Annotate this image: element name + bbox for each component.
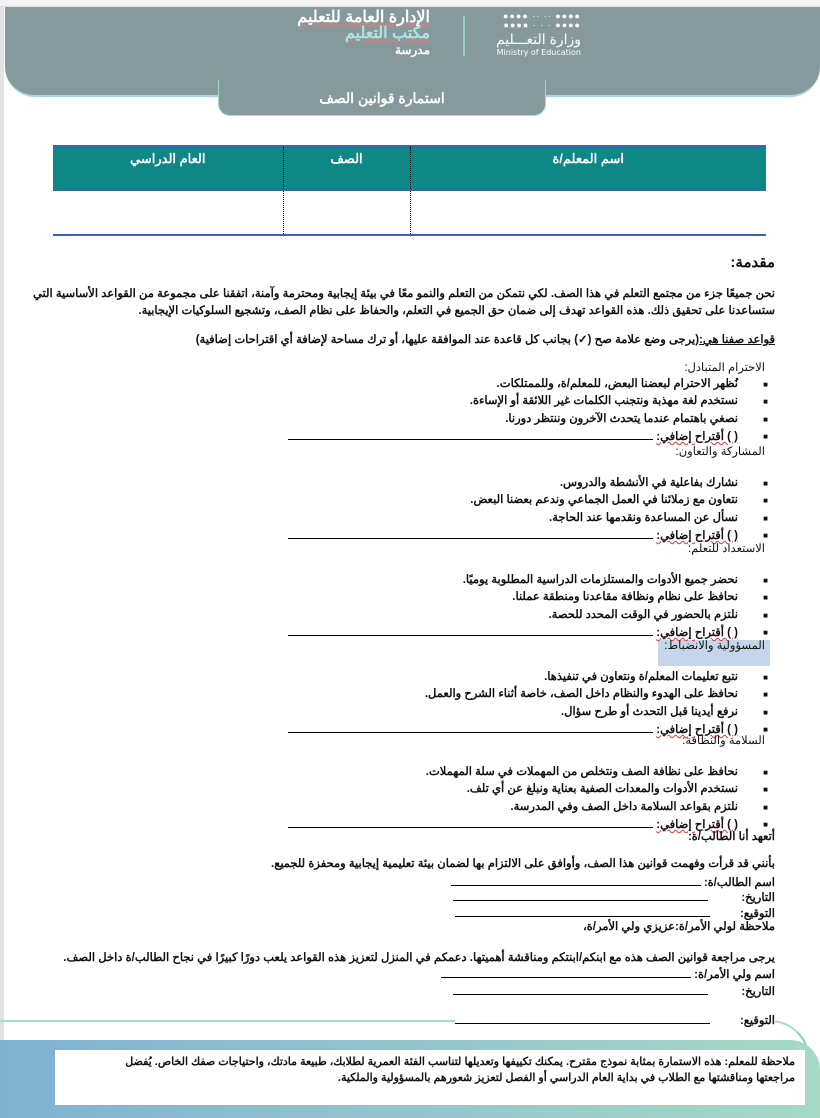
rule-text: نستخدم لغة مهذبة ونتجنب الكلمات غير اللائقة أو الإساءة. (469, 395, 738, 408)
suggestion-item (288, 722, 768, 738)
rule-text: نتبع تعليمات المعلم/ة ونتعاون في تنفيذها. (544, 671, 738, 683)
suggestion-label: ( ) أقتراح إضافي: (656, 723, 738, 736)
suggestion-item (288, 817, 768, 833)
teacher-note-line: ملاحظة للمعلم: هذه الاستمارة بمثابة نموذج مقترح. يمكنك تكييفها وتعديلها لتناسب الفئة العمرية لطلابك، طبيعة مادتك، واحتياجات صفك الخاص. يُفضل (125, 1056, 795, 1068)
ministry-logo (466, 12, 581, 64)
suggestion-label: ( ) أقتراح إضافي: (656, 626, 738, 639)
suggestion-label: ( ) أقتراح إضافي: (656, 818, 738, 831)
parent-date-label: التاريخ: (741, 986, 775, 998)
teacher-header: اسم المعلم/ة (410, 146, 766, 190)
rule-item (512, 590, 768, 605)
bullet-icon: ■ (763, 397, 768, 407)
suggestion-item (288, 429, 768, 445)
bullet-icon: ■ (763, 802, 768, 812)
suggestion-field[interactable] (288, 528, 653, 539)
info-table (53, 145, 766, 236)
bullet-icon: ■ (763, 530, 768, 540)
pledge-text: بأنني قد قرأت وفهمت قوانين هذا الصف، وأوافق على الالتزام بها لضمان بيئة تعليمية إيجابية ومحفزة للجميع. (271, 858, 775, 870)
bullet-icon: ■ (763, 593, 768, 603)
rule-item (496, 377, 768, 392)
rule-text: نحافظ على نظافة الصف ونتخلص من المهملات في سلة المهملات. (425, 766, 738, 778)
section-title: المشاركة والتعاون: (675, 446, 765, 458)
intro-heading: مقدمة: (730, 254, 775, 271)
rules-label: قواعد صفنا هي: (699, 334, 775, 346)
rule-text: نحافظ على الهدوء والنظام داخل الصف، خاصة أثناء الشرح والعمل. (424, 688, 738, 701)
student-date-field[interactable] (453, 890, 708, 901)
bullet-icon: ■ (763, 380, 768, 389)
bullet-icon: ■ (763, 707, 768, 717)
ministry-name-en: Ministry of Education (496, 48, 581, 57)
class-header: الصف (283, 146, 410, 190)
parent-text: يرجى مراجعة قوانين الصف هذه مع ابنكم/ابنتكم ومناقشة أهميتها. دعمكم في المنزل لتعزيز هذه القواعد يلعب دورًا كبيرًا في نجاح الطالب/ة داخل الصف. (63, 952, 775, 964)
suggestion-item (288, 528, 768, 544)
year-field[interactable] (53, 190, 283, 235)
rule-text: نحافظ على نظام ونظافة مقاعدنا ومنطقة عملنا. (512, 591, 738, 604)
bullet-icon: ■ (763, 673, 768, 682)
rule-item (510, 800, 768, 815)
rule-item (548, 608, 768, 623)
rule-text: نلتزم بقواعد السلامة داخل الصف وفي المدرسة. (510, 800, 738, 813)
bullet-icon: ■ (763, 785, 768, 795)
bullet-icon: ■ (763, 479, 768, 488)
suggestion-field[interactable] (288, 625, 653, 636)
school-line: مدرسة (394, 43, 430, 57)
suggestion-field[interactable] (288, 722, 653, 733)
parent-signature-label: التوقيع: (739, 1015, 775, 1027)
bullet-icon: ■ (763, 610, 768, 620)
section-title: السلامة والنظافة: (682, 735, 765, 747)
rule-item (560, 705, 768, 720)
rule-item (549, 511, 768, 526)
bullet-icon: ■ (763, 627, 768, 637)
rule-item (505, 412, 768, 427)
teacher-note-line: مراجعتها ومناقشتها مع الطلاب في بداية العام الدراسي أو الفصل لتعزيز شعورهم بالمسؤولية والملكية. (337, 1072, 795, 1084)
student-name-field[interactable] (451, 875, 701, 886)
parent-note: ملاحظة لولي الأمر/ة:عزيزي ولي الأمر/ة، (583, 921, 775, 933)
parent-name-label: اسم ولي الأمر/ة: (694, 969, 775, 981)
rule-item (559, 476, 768, 491)
bullet-icon: ■ (763, 414, 768, 424)
rule-item (466, 782, 768, 797)
ruler (0, 0, 820, 7)
suggestion-label: ( ) أقتراح إضافي: (656, 430, 738, 443)
rule-text: نحضر جميع الأدوات والمستلزمات الدراسية المطلوبة يوميًا. (462, 574, 738, 586)
suggestion-field[interactable] (288, 429, 653, 440)
admin-block (297, 10, 430, 58)
pledge-heading: أتعهد أنا الطالب/ة: (687, 831, 775, 843)
rule-text: نصغي باهتمام عندما يتحدث الآخرون وننتظر دورنا. (505, 412, 738, 425)
form-title: استمارة قوانين الصف (218, 80, 546, 116)
intro-line: ستساعدنا على تحقيق ذلك. هذه القواعد تهدف إلى ضمان حق الجميع في التعلم، والحفاظ على نظام الصف، وتشجيع السلوكيات الإيجابية. (138, 305, 775, 317)
ministry-name-ar: وزارة التعـــليم (495, 31, 581, 47)
page-edge (0, 7, 4, 1118)
parent-date-field[interactable] (453, 984, 708, 995)
rules-heading (196, 333, 775, 348)
rule-item (424, 687, 768, 702)
rule-text: نستخدم الأدوات والمعدات الصفية بعناية ونبلغ عن أي تلف. (466, 783, 738, 796)
student-signature-label: التوقيع: (739, 908, 775, 920)
intro-line: نحن جميعًا جزء من مجتمع التعلم في هذا الصف. لكي نتمكن من التعلم والنمو معًا في بيئة إيجابية ومحترمة وآمنة، اتفقنا على مجموعة من القواعد الأساسية التي (32, 288, 775, 300)
rule-item (544, 670, 768, 685)
suggestion-field[interactable] (288, 817, 653, 828)
class-field[interactable] (283, 190, 410, 235)
rules-instruction: (يرجى وضع علامة صح (✓) بجانب كل قاعدة عند الموافقة عليها، أو ترك مساحة لإضافة أي اقتراحات إضافية) (195, 334, 700, 346)
rule-text: نلتزم بالحضور في الوقت المحدد للحصة. (548, 608, 738, 621)
bullet-icon: ■ (763, 576, 768, 585)
rule-item (462, 573, 768, 588)
parent-signature-field[interactable] (455, 1013, 710, 1024)
teacher-note (55, 1050, 805, 1105)
student-date-label: التاريخ: (741, 892, 775, 904)
rule-item (469, 394, 768, 409)
section-title: الاستعداد للتعلم: (688, 543, 765, 555)
section-title: المسؤولية والانضباط: (664, 640, 765, 652)
bullet-icon: ■ (763, 724, 768, 734)
office-line: مكتب التعليم (344, 25, 430, 42)
suggestion-label: ( ) أقتراح إضافي: (656, 529, 738, 542)
bullet-icon: ■ (763, 690, 768, 700)
rule-text: نشارك بفاعلية في الأنشطة والدروس. (559, 477, 738, 489)
year-header: العام الدراسي (53, 146, 283, 190)
bullet-icon: ■ (763, 431, 768, 441)
rule-item (470, 493, 768, 508)
admin-line: الإدارة العامة للتعليم (297, 9, 430, 26)
teacher-field[interactable] (410, 190, 766, 235)
section-title: الاحترام المتبادل: (684, 362, 765, 374)
rule-text: نتعاون مع زملائنا في العمل الجماعي وندعم بعضنا البعض. (470, 494, 738, 507)
rule-text: نُظهر الاحترام لبعضنا البعض، للمعلم/ة، وللممتلكات. (496, 378, 738, 390)
parent-name-field[interactable] (441, 967, 691, 978)
rule-item (425, 765, 768, 780)
rule-text: نسأل عن المساعدة ونقدمها عند الحاجة. (549, 511, 738, 524)
bullet-icon: ■ (763, 768, 768, 777)
logo-divider (463, 16, 465, 56)
logo-dots-icon: ●●●● ·· ·· ●●●● ●●●● · · · ●●●● (503, 11, 581, 30)
bullet-icon: ■ (763, 496, 768, 506)
rule-text: نرفع أيدينا قبل التحدث أو طرح سؤال. (560, 705, 738, 718)
bullet-icon: ■ (763, 513, 768, 523)
student-name-label: اسم الطالب/ة: (703, 877, 775, 889)
student-signature-field[interactable] (455, 906, 710, 917)
bullet-icon: ■ (763, 819, 768, 829)
